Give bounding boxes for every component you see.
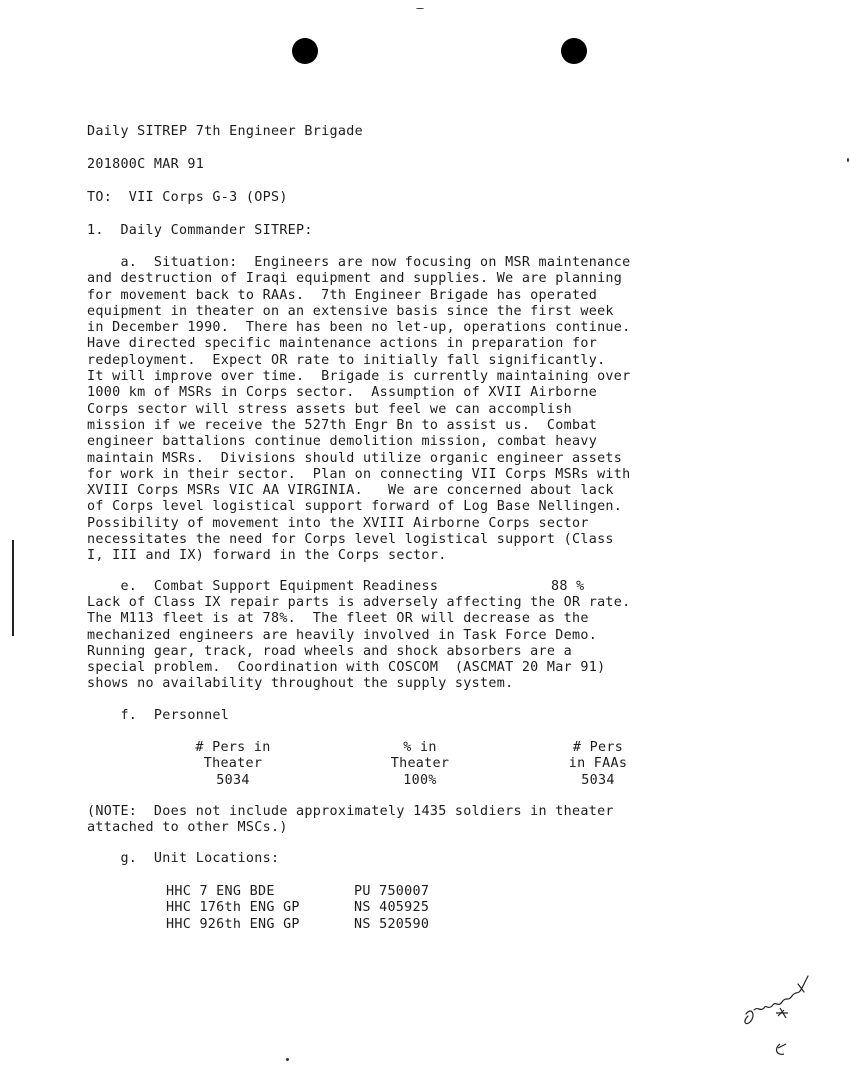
text-line: XVIII Corps MSRs VIC AA VIRGINIA. We are concerned about lack [87,483,614,499]
text-line: for work in their sector. Plan on connecting VII Corps MSRs with [87,466,631,482]
text-line: redeployment. Expect OR rate to initially fall significantly. [87,352,606,368]
column-value: 5034 [581,772,615,788]
text-line: equipment in theater on an extensive basis since the first week [87,303,614,319]
text-line: Running gear, track, road wheels and shock absorbers are a [87,643,572,659]
unit-locations-heading: g. Unit Locations: [87,851,280,866]
text-line: maintain MSRs. Divisions should utilize organic engineer assets [87,450,623,466]
text-line: a. Situation: Engineers are now focusing on MSR maintenance [87,255,631,270]
punch-hole-right [561,38,587,64]
document-title: Daily SITREP 7th Engineer Brigade [87,124,363,139]
personnel-heading: f. Personnel [87,708,230,723]
personnel-note [87,804,614,837]
text-line: I, III and IX) forward in the Corps sector. [87,548,447,564]
text-line: attached to other MSCs.) [87,820,288,836]
text-line: (NOTE: Does not include approximately 1435 soldiers in theater [87,804,614,819]
column-value: 5034 [216,772,250,788]
text-line: of Corps level logistical support forward of Log Base Nellingen. [87,499,623,515]
column-header: Theater [203,756,263,772]
readiness-heading: e. Combat Support Equipment Readiness [87,579,439,594]
readiness-paragraph [87,595,631,693]
text-line: for movement back to RAAs. 7th Engineer Brigade has operated [87,287,598,303]
column-header: in FAAs [568,756,628,772]
speck [416,8,424,9]
text-line: in December 1990. There has been no let-up, operations continue. [87,320,631,336]
text-line: special problem. Coordination with COSCOM (ASCMAT 20 Mar 91) [87,660,606,676]
column-header: Theater [390,756,450,772]
text-line: Possibility of movement into the XVIII Airborne Corps sector [87,515,589,531]
column-value: 100% [403,772,437,788]
column-header: % in [403,740,437,755]
personnel-column-3 [548,740,648,789]
unit-grid: PU 750007 [354,884,430,899]
date-time-group: 201800C MAR 91 [87,157,205,172]
readiness-value: 88 % [551,579,585,594]
text-line: shows no availability throughout the supply system. [87,676,514,692]
speck [847,158,849,162]
text-line: 1000 km of MSRs in Corps sector. Assumption of XVII Airborne [87,385,598,401]
situation-paragraph [87,255,631,565]
handwritten-mark [770,1040,792,1062]
margin-change-bar [12,540,14,636]
text-line: Have directed specific maintenance actions in preparation for [87,336,598,352]
section-heading: 1. Daily Commander SITREP: [87,223,313,238]
handwritten-signature [738,966,818,1030]
text-line: It will improve over time. Brigade is currently maintaining over [87,369,631,385]
unit-name: HHC 7 ENG BDE [166,884,275,899]
to-line: TO: VII Corps G-3 (OPS) [87,190,288,205]
unit-grid: NS 405925 [354,900,430,916]
text-line: Lack of Class IX repair parts is adversely affecting the OR rate. [87,595,631,610]
text-line: engineer battalions continue demolition mission, combat heavy [87,434,598,450]
text-line: and destruction of Iraqi equipment and supplies. We are planning [87,271,623,287]
unit-grid: NS 520590 [354,916,430,932]
text-line: mission if we receive the 527th Engr Bn to assist us. Combat [87,417,598,433]
column-header: # Pers [572,740,624,755]
text-line: Corps sector will stress assets but feel we can accomplish [87,401,572,417]
unit-name: HHC 926th ENG GP [166,916,300,932]
punch-hole-left [292,38,318,64]
unit-name: HHC 176th ENG GP [166,900,300,916]
text-line: necessitates the need for Corps level logistical support (Class [87,532,614,548]
speck [286,1058,289,1061]
column-header: # Pers in [195,740,271,755]
text-line: mechanized engineers are heavily involved in Task Force Demo. [87,627,598,643]
personnel-column-2 [370,740,470,789]
text-line: The M113 fleet is at 78%. The fleet OR will decrease as the [87,611,589,627]
personnel-column-1 [178,740,288,789]
